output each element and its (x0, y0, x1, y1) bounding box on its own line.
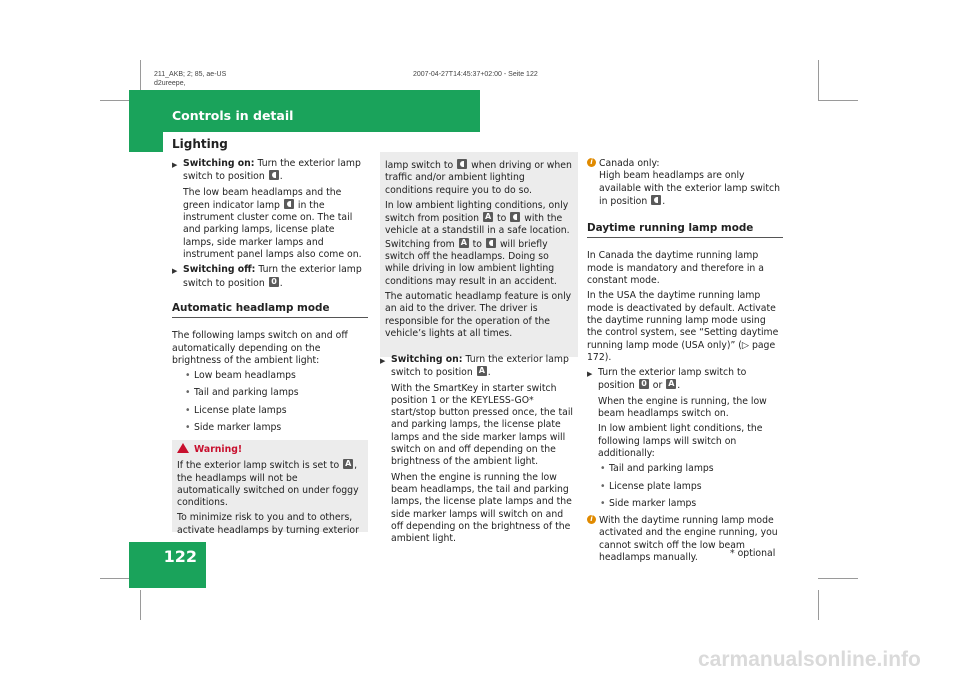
print-meta-right: 2007-04-27T14:45:37+02:00 - Seite 122 (413, 71, 538, 78)
warning-heading: Warning! (177, 443, 363, 456)
step-turn-switch: ▶ Turn the exterior lamp switch to position 0 or A . (587, 367, 783, 393)
warning-box (172, 440, 368, 536)
column-2 (380, 354, 576, 548)
position-zero-symbol-icon (639, 379, 649, 389)
section-title: Controls in detail (172, 108, 294, 123)
crop-mark (818, 590, 819, 620)
step-switching-on-auto: ▶ Switching on: Turn the exterior lamp switch to position A . (380, 354, 576, 380)
auto-position-symbol-icon (459, 238, 469, 248)
auto-position-symbol-icon (343, 459, 353, 469)
paragraph: To minimize risk to you and to others, activate headlamps by turning exterior (177, 512, 359, 536)
column-1 (172, 158, 368, 439)
position-zero-symbol-icon (269, 277, 279, 287)
info-icon: i (587, 515, 596, 524)
paragraph: If the exterior lamp switch is set to A , the headlamps will not be automatically switched on under foggy conditions. (177, 459, 363, 509)
heading-daytime-running-lamp-mode: Daytime running lamp mode (587, 222, 783, 238)
step-arrow-icon: ▶ (172, 267, 178, 276)
step-arrow-icon: ▶ (587, 370, 593, 379)
paragraph: When the engine is running, the low beam headlamps switch on. (598, 395, 767, 420)
crop-mark (818, 100, 858, 101)
paragraph: The following lamps switch on and off automatically depending on the brightness of the ambient light: (172, 330, 348, 366)
paragraph: In the USA the daytime running lamp mode is deactivated by default. Activate the daytime running lamp mode using the control system, see “Setting daytime running lamp mode (USA only)” (▷ page 172). (587, 290, 779, 363)
print-meta-left: 211_AKB; 2; 85, ae-US d2ureepe, (154, 71, 227, 87)
crop-mark (818, 578, 858, 579)
warning-box-continued (380, 152, 578, 357)
list-item: • Tail and parking lamps (600, 463, 714, 475)
low-beam-symbol-icon (486, 238, 496, 248)
step-arrow-icon: ▶ (380, 357, 386, 365)
auto-position-symbol-icon (477, 366, 487, 376)
paragraph: lamp switch to when driving or when traffic and/or ambient lighting conditions require you to do so. (385, 160, 572, 196)
list-item: • License plate lamps (185, 404, 287, 416)
list-item: • Side marker lamps (600, 497, 697, 509)
paragraph: In Canada the daytime running lamp mode is mandatory and therefore in a constant mode. (587, 250, 764, 287)
optional-footnote: * optional (730, 548, 776, 559)
auto-position-symbol-icon (483, 212, 493, 222)
step-arrow-icon: ▶ (172, 161, 178, 169)
watermark: carmanualsonline.info (698, 648, 921, 671)
list-item: • Side marker lamps (185, 422, 282, 434)
step-switching-on: ▶ Switching on: Turn the exterior lamp switch to position . (172, 158, 361, 183)
page-number: 122 (163, 547, 197, 566)
list-item: • Tail and parking lamps (185, 387, 299, 399)
heading-automatic-headlamp-mode: Automatic headlamp mode (172, 302, 368, 318)
info-note-canada: i Canada only: High beam headlamps are only available with the exterior lamp switch in position . (587, 158, 783, 208)
list-item: • Low beam headlamps (185, 370, 296, 382)
crop-mark (140, 590, 141, 620)
step-switching-off: ▶ Switching off: Turn the exterior lamp switch to position 0 . (172, 264, 368, 290)
subsection-title: Lighting (172, 137, 228, 151)
paragraph: With the SmartKey in starter switch position 1 or the KEYLESS-GO* start/stop button pressed once, the tail and parking lamps, the license plate lamps and the side marker lamps will switch on and off depending on the brightness of the ambient light. (391, 382, 573, 468)
auto-position-symbol-icon (666, 379, 676, 389)
info-note-drl: i With the daytime running lamp mode activated and the engine running, you cannot switch off the low beam headlamps manually. (587, 515, 783, 564)
column-3 (587, 158, 783, 567)
low-beam-symbol-icon (269, 170, 279, 180)
paragraph: When the engine is running the low beam headlamps, the tail and parking lamps, the license plate lamps and the side marker lamps will switch on and off depending on the brightness of the ambient light. (391, 471, 572, 545)
list-item: • License plate lamps (600, 480, 702, 492)
low-beam-indicator-icon (284, 199, 294, 209)
crop-mark (818, 60, 819, 100)
low-beam-symbol-icon (510, 212, 520, 222)
paragraph: The low beam headlamps and the green indicator lamp in the instrument cluster come on. The tail and parking lamps, license plate lamps, side marker lamps and instrument panel lamps also come on. (183, 186, 362, 261)
warning-triangle-icon (177, 443, 189, 453)
low-beam-symbol-icon (457, 159, 467, 169)
paragraph: In low ambient light conditions, the following lamps will switch on additionally: (598, 423, 763, 459)
low-beam-symbol-icon (651, 195, 661, 205)
header-corner (129, 132, 163, 152)
paragraph: In low ambient lighting conditions, only switch from position A to with the vehicle at a standstill in a safe location. Switching from A to will briefly switch off the headlamps. Doing so while driving in low ambient lighting conditions may result in an accident. (385, 200, 573, 288)
info-icon: i (587, 158, 596, 167)
paragraph: The automatic headlamp feature is only an aid to the driver. The driver is responsible for the operation of the vehicle’s lights at all times. (385, 290, 572, 339)
